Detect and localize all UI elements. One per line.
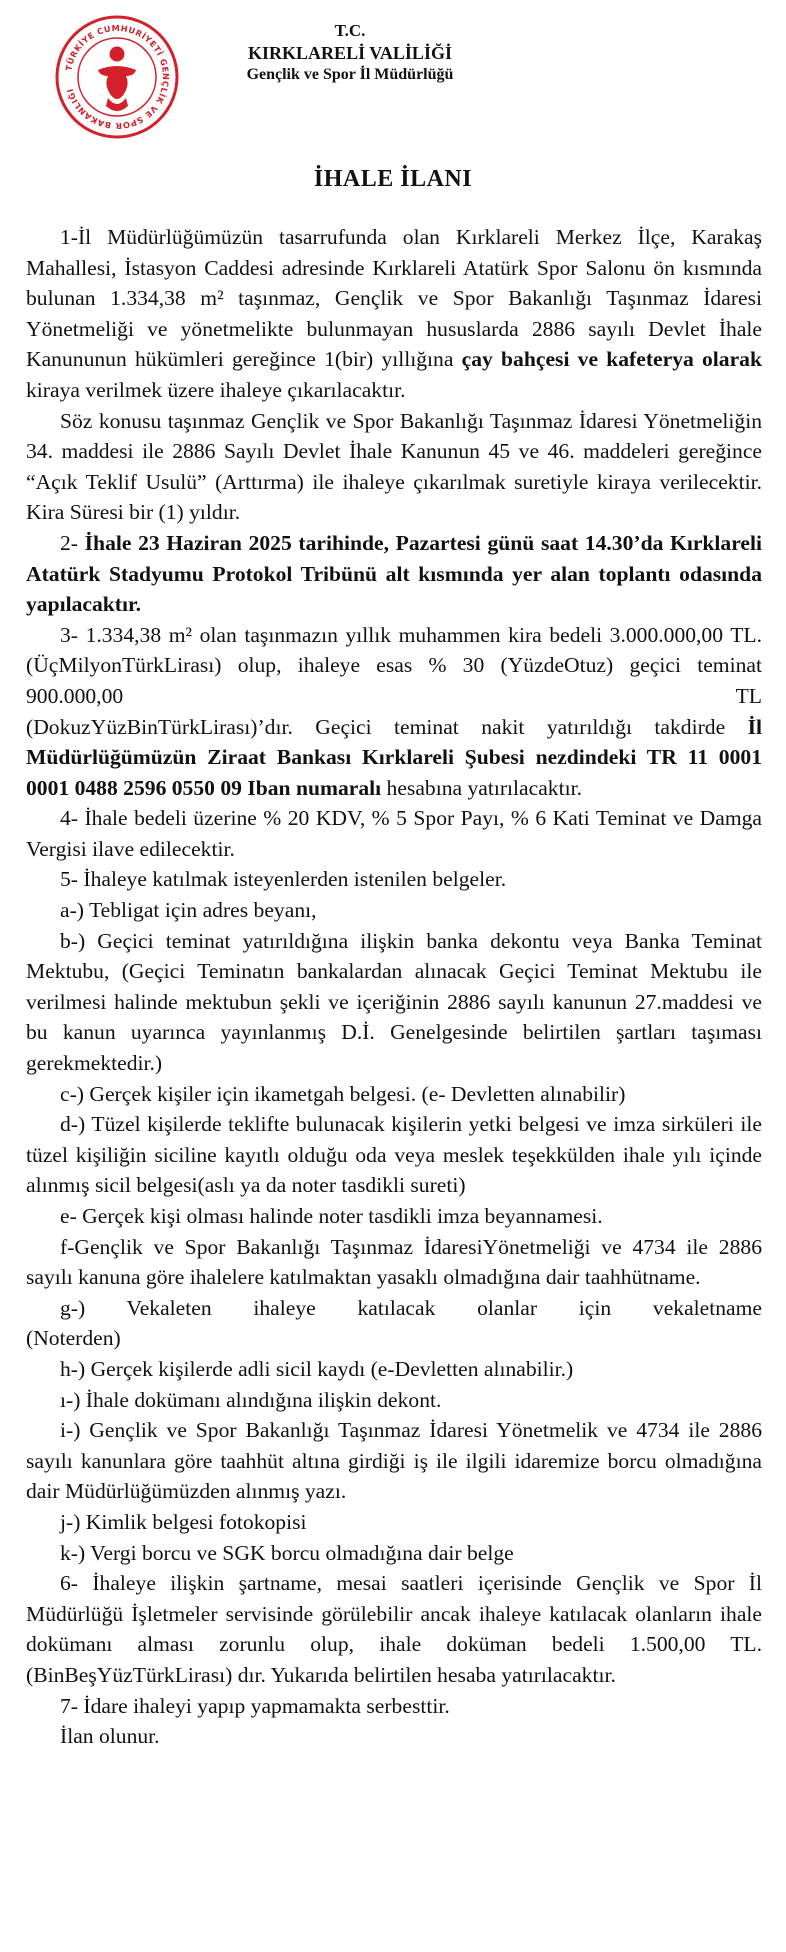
- p4-text-end: hesabına yatırılacaktır.: [381, 775, 583, 800]
- paragraph-4-part-2: [26, 712, 762, 804]
- pg-word: ihaleye: [253, 1295, 316, 1320]
- ministry-logo-icon: [54, 14, 180, 140]
- list-item-c: c-) Gerçek kişiler için ikametgah belgesi. (e- Devletten alınabilir): [60, 1081, 626, 1106]
- list-item-i-dotless: ı-) İhale dokümanı alındığına ilişkin dekont.: [60, 1387, 442, 1412]
- list-item-b: b-) Geçici teminat yatırıldığına ilişkin banka dekontu veya Banka Teminat Mektubu, (Geçici Teminatın bankalardan alınacak Geçici Teminat Mektubu ile verilmesi halinde mektubun şekli ve içeriğinin 2886 sayılı kanunun 27.maddesi ve bu kanun uyarınca yayınlanmış D.İ. Genelgesinde belirtilen şartları taşıması gerekmektedir.): [26, 928, 762, 1076]
- logo-ring-text: TÜRKİYE CUMHURİYETİ GENÇLİK VE SPOR BAKANLIĞI: [63, 22, 172, 132]
- header-directorate: Gençlik ve Spor İl Müdürlüğü: [246, 66, 454, 83]
- pg-word: g-): [60, 1295, 86, 1320]
- p4-word: TL: [735, 683, 762, 708]
- list-item-i: i-) Gençlik ve Spor Bakanlığı Taşınmaz İdaresi Yönetmelik ve 4734 ile 2886 sayılı kanunlara göre taahhüt altına girdiği iş ile ilgili idaremize borcu olmadığına dair Müdürlüğümüzden alınmış yazı.: [26, 1418, 762, 1504]
- p4-word: teminat: [697, 653, 762, 678]
- paragraph-6: 5- İhaleye katılmak isteyenlerden istenilen belgeler.: [60, 867, 507, 892]
- list-item-e: e- Gerçek kişi olması halinde noter tasdikli imza beyannamesi.: [60, 1204, 603, 1228]
- document-body: [26, 222, 762, 1752]
- p1-text: 1-İl Müdürlüğümüzün tasarrufunda olan Kırklareli Merkez İlçe, Karakaş Mahallesi, İstasyon Caddesi adresinde Kırklareli Atatürk Spor Salonu ön kısmında bulunan 1.334,38 m² taşınmaz, Gençlik ve Spor Bakanlığı Taşınmaz İdaresi Yönetmeliği ve yönetmelikte bulunmayan hususlarda 2886 sayılı Devlet İhale Kanununun hükümleri gereğince 1(bir) yıllığına: [26, 225, 762, 372]
- list-item-g-line-2: (Noterden): [26, 1326, 121, 1351]
- page-title: İHALE İLANI: [313, 166, 473, 192]
- paragraph-5: 4- İhale bedeli üzerine % 20 KDV, % 5 Spor Payı, % 6 Kati Teminat ve Damga Vergisi ilave edilecektir.: [26, 806, 762, 861]
- pg-word: vekaletname: [652, 1295, 762, 1320]
- list-item-a: a-) Tebligat için adres beyanı,: [60, 898, 317, 923]
- p4-text: 3- 1.334,38 m² olan taşınmazın yıllık muhammen kira bedeli 3.000.000,00 TL. (ÜçMilyonTürkLirası) olup, ihaleye esas % 30 (YüzdeOtuz): [26, 622, 762, 678]
- paragraph-4-part-1: [26, 620, 762, 712]
- paragraph-2: Söz konusu taşınmaz Gençlik ve Spor Bakanlığı Taşınmaz İdaresi Yönetmeliğin 34. maddesi ile 2886 Sayılı Devlet İhale Kanunun 45 ve 46. maddeleri gereğince “Açık Teklif Usulü” (Arttırma) ile ihaleye çıkarılmak suretiyle kiraya verilecektir. Kira Süresi bir (1) yıldır.: [26, 408, 762, 525]
- list-item-d: d-) Tüzel kişilerde teklifte bulunacak kişilerin yetki belgesi ve imza sirküleri ile tüzel kişiliğin siciline kayıtlı olduğu oda veya meslek teşekkülden ihale yılı içinde alınmış sicil belgesi(aslı ya da noter tasdikli sureti): [26, 1112, 762, 1198]
- paragraph-8: 7- İdare ihaleyi yapıp yapmamakta serbesttir.: [60, 1693, 450, 1718]
- header-tc: T.C.: [334, 21, 366, 40]
- list-item-h: h-) Gerçek kişilerde adli sicil kaydı (e-Devletten alınabilir.): [60, 1356, 574, 1381]
- list-item-j: j-) Kimlik belgesi fotokopisi: [60, 1509, 307, 1534]
- pg-word: için: [578, 1295, 612, 1320]
- list-item-f: f-Gençlik ve Spor Bakanlığı Taşınmaz İdaresiYönetmeliği ve 4734 ile 2886 sayılı kanuna göre ihalelere katılmaktan yasaklı olmadığına dair taahhütname.: [26, 1234, 762, 1290]
- p4-text-2: (DokuzYüzBinTürkLirası)’dır. Geçici teminat nakit yatırıldığı takdirde: [26, 714, 748, 739]
- paragraph-7: 6- İhaleye ilişkin şartname, mesai saatleri içerisinde Gençlik ve Spor İl Müdürlüğü İşletmeler servisinde görülebilir ancak ihaleye katılacak olanların ihale dokümanı alması zorunlu olup, ihale doküman bedeli 1.500,00 TL. (BinBeşYüzTürkLirası) dır. Yukarıda belirtilen hesaba yatırılacaktır.: [26, 1571, 762, 1687]
- paragraph-3: [26, 528, 762, 620]
- list-item-g-line-1: [26, 1293, 762, 1324]
- p1-text-end: kiraya verilmek üzere ihaleye çıkarılacaktır.: [26, 377, 406, 402]
- p3-number: 2-: [60, 530, 85, 555]
- p4-word: 900.000,00: [26, 683, 124, 708]
- p1-bold: çay bahçesi ve kafeterya olarak: [461, 347, 762, 372]
- institution-header: [180, 20, 520, 86]
- pg-word: katılacak: [357, 1295, 436, 1320]
- p4-bold: İl Müdürlüğümüzün Ziraat Bankası Kırklareli Şubesi nezdindeki TR 11 0001 0001 0488 2596 0550 09 Iban numaralı: [26, 714, 762, 800]
- pg-word: olanlar: [477, 1295, 538, 1320]
- list-item-k: k-) Vergi borcu ve SGK borcu olmadığına dair belge: [60, 1540, 514, 1565]
- pg-word: Vekaleten: [126, 1295, 212, 1320]
- header-governorship: KIRKLARELİ VALİLİĞİ: [248, 43, 452, 63]
- closing-line: İlan olunur.: [60, 1724, 160, 1749]
- paragraph-1: [26, 222, 762, 406]
- p4-word: geçici: [629, 653, 681, 678]
- p3-bold: İhale 23 Haziran 2025 tarihinde, Pazartesi günü saat 14.30’da Kırklareli Atatürk Stadyumu Protokol Tribünü alt kısmında yer alan toplantı odasında yapılacaktır.: [26, 530, 762, 617]
